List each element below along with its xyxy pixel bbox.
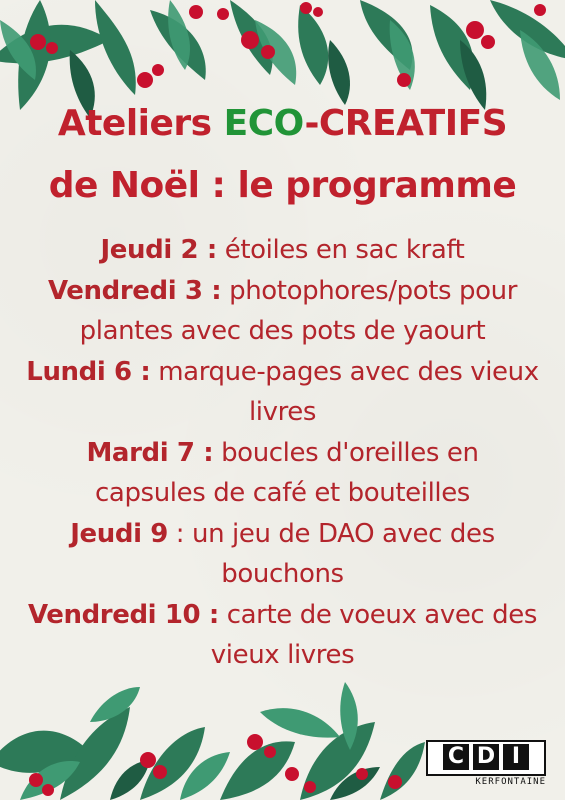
entry-day: Vendredi 3 : (48, 275, 222, 306)
schedule-entry (0, 433, 565, 514)
schedule-list (0, 230, 565, 676)
entry-day: Vendredi 10 : (27, 599, 219, 630)
title-eco: ECO (223, 103, 305, 144)
entry-activity: carte de voeux avec des vieux livres (210, 599, 538, 670)
cdi-kerfontaine-logo (426, 740, 546, 792)
entry-day: Lundi 6 : (26, 356, 151, 387)
schedule-entry (0, 514, 565, 595)
entry-activity: étoiles en sac kraft (216, 235, 465, 265)
logo-letter: C (443, 744, 469, 770)
entry-activity: marque-pages avec des vieux livres (150, 356, 539, 427)
entry-day: Mardi 7 : (86, 437, 214, 468)
logo-letter: I (503, 744, 529, 770)
schedule-entry (0, 352, 565, 433)
title-ateliers: Ateliers (57, 103, 224, 144)
entry-day: Jeudi 9 (70, 518, 168, 549)
entry-activity: photophores/pots pour plantes avec des pots de yaourt (79, 275, 517, 346)
entry-activity: : un jeu de DAO avec des bouchons (167, 518, 495, 589)
logo-letters (426, 740, 546, 774)
entry-activity: boucles d'oreilles en capsules de café et bouteilles (95, 437, 479, 508)
logo-letter: D (473, 744, 499, 770)
logo-subtitle: KERFONTAINE (475, 777, 546, 787)
holly-garland-top (0, 0, 565, 120)
title-creatifs: -CREATIFS (304, 103, 508, 144)
schedule-entry (0, 271, 565, 352)
schedule-entry (0, 230, 565, 271)
title-line-1 (0, 103, 565, 144)
title-line-2: de Noël : le programme (48, 165, 517, 206)
schedule-entry (0, 595, 565, 676)
entry-day: Jeudi 2 : (100, 235, 217, 265)
